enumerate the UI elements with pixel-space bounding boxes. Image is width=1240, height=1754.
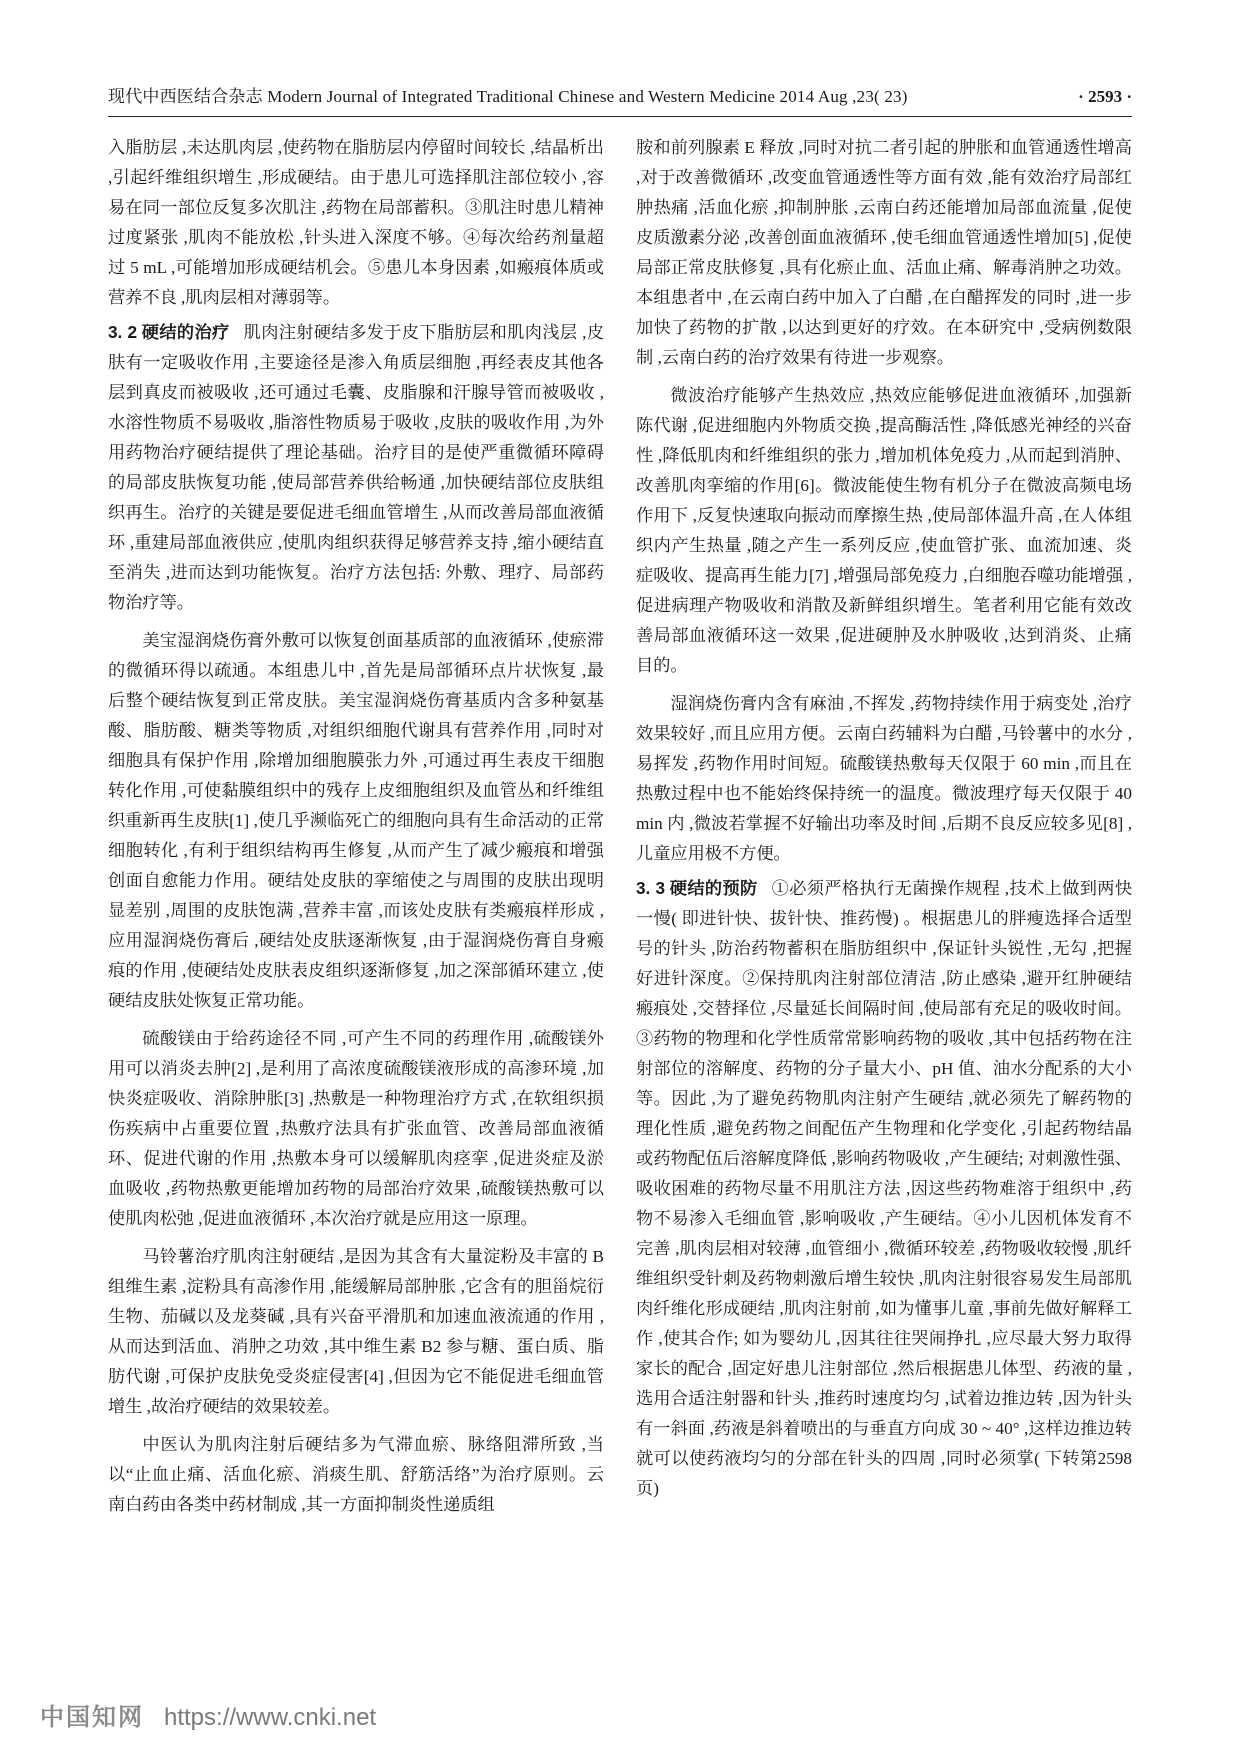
section-number: 3. 2 — [108, 322, 138, 342]
paragraph-text: 马铃薯治疗肌肉注射硬结 ,是因为其含有大量淀粉及丰富的 B 组维生素 ,淀粉具有高渗作用 ,能缓解局部肿胀 ,它含有的胆甾烷衍生物、茄碱以及龙葵碱 ,具有兴奋平滑肌和加速血液流通的作用 ,从而达到活血、消肿之功效 ,其中维生素 B2 参与糖、蛋白质、脂肪代谢 ,可保护皮肤免受炎症侵害[4] ,但因为它不能促进毛细血管增生 ,故治疗硬结的效果较差。 — [108, 1247, 604, 1416]
paragraph-text: 入脂肪层 ,未达肌肉层 ,使药物在脂肪层内停留时间较长 ,结晶析出 ,引起纤维组织增生 ,形成硬结。由于患儿可选择肌注部位较小 ,容易在同一部位反复多次肌注 ,药物在局部蓄积。③肌注时患儿精神过度紧张 ,肌肉不能放松 ,针头进入深度不够。④每次给药剂量超过 5 mL ,可能增加形成硬结机会。⑤患儿本身因素 ,如瘢痕体质或营养不良 ,肌肉层相对薄弱等。 — [108, 138, 604, 307]
left-column — [108, 133, 604, 1520]
paragraph — [108, 317, 604, 618]
running-header — [108, 82, 1132, 117]
paragraph-text: 硫酸镁由于给药途径不同 ,可产生不同的药理作用 ,硫酸镁外用可以消炎去肿[2] ,是利用了高浓度硫酸镁液形成的高渗环境 ,加快炎症吸收、消除肿胀[3] ,热敷是一种物理治疗方式 ,在软组织损伤疾病中占重要位置 ,热敷疗法具有扩张血管、改善局部血液循环、促进代谢的作用 ,热敷本身可以缓解肌肉痉挛 ,促进炎症及淤血吸收 ,药物热敷更能增加药物的局部治疗效果 ,硫酸镁热敷可以使肌肉松弛 ,促进血液循环 ,本次治疗就是应用这一原理。 — [108, 1029, 604, 1228]
paragraph — [108, 626, 604, 1016]
footer-watermark — [40, 1700, 376, 1736]
paragraph — [108, 133, 604, 313]
page-number: · 2593 · — [1078, 87, 1132, 106]
section-number: 3. 3 — [636, 878, 666, 898]
paragraph — [636, 133, 1132, 373]
paragraph — [108, 1024, 604, 1234]
paragraph — [636, 873, 1132, 1504]
paragraph — [108, 1430, 604, 1520]
paragraph-text: 中医认为肌肉注射后硬结多为气滞血瘀、脉络阻滞所致 ,当以“止血止痛、活血化瘀、消痰生肌、舒筋活络”为治疗原则。云南白药由各类中药材制成 ,其一方面抑制炎性递质组 — [108, 1435, 604, 1514]
section-heading: 硬结的治疗 — [141, 323, 230, 342]
paragraph-text: 湿润烧伤膏内含有麻油 ,不挥发 ,药物持续作用于病变处 ,治疗效果较好 ,而且应用方便。云南白药辅料为白醋 ,马铃薯中的水分 ,易挥发 ,药物作用时间短。硫酸镁热敷每天仅限于 60 min ,而且在热敷过程中也不能始终保持统一的温度。微波理疗每天仅限于 40 min 内 ,微波若掌握不好输出功率及时间 ,后期不良反应较多见[8] ,儿童应用极不方便。 — [636, 694, 1132, 863]
source-url: https://www.cnki.net — [164, 1704, 377, 1731]
paragraph-text: 美宝湿润烧伤膏外敷可以恢复创面基质部的血液循环 ,使瘀滞的微循环得以疏通。本组患儿中 ,首先是局部循环点片状恢复 ,最后整个硬结恢复到正常皮肤。美宝湿润烧伤膏基质内含多种氨基酸、脂肪酸、糖类等物质 ,对组织细胞代谢具有营养作用 ,同时对细胞具有保护作用 ,除增加细胞膜张力外 ,可通过再生表皮干细胞转化作用 ,可使黏膜组织中的残存上皮细胞组织及血管丛和纤维组织重新再生皮肤[1] ,使几乎濒临死亡的细胞向具有生命活动的正常细胞转化 ,有利于组织结构再生修复 ,从而产生了减少瘢痕和增强创面自愈能力作用。硬结处皮肤的挛缩使之与周围的皮肤出现明显差别 ,周围的皮肤饱满 ,营养丰富 ,而该处皮肤有类瘢痕样形成 ,应用湿润烧伤膏后 ,硬结处皮肤逐渐恢复 ,由于湿润烧伤膏自身瘢痕的作用 ,使硬结处皮肤表皮组织逐渐修复 ,加之深部循环建立 ,使硬结皮肤处恢复正常功能。 — [108, 631, 604, 1010]
paragraph — [636, 381, 1132, 681]
cnki-logo: 中国知网 — [40, 1704, 144, 1731]
paragraph-text: 肌肉注射硬结多发于皮下脂肪层和肌肉浅层 ,皮肤有一定吸收作用 ,主要途径是渗入角质层细胞 ,再经表皮其他各层到真皮而被吸收 ,还可通过毛囊、皮脂腺和汗腺导管而被吸收 ,水溶性物质不易吸收 ,脂溶性物质易于吸收 ,皮肤的吸收作用 ,为外用药物治疗硬结提供了理论基础。治疗目的是使严重微循环障碍的局部皮肤恢复功能 ,使局部营养供给畅通 ,加快硬结部位皮肤组织再生。治疗的关键是要促进毛细血管增生 ,从而改善局部血液循环 ,重建局部血液供应 ,使肌肉组织获得足够营养支持 ,缩小硬结直至消失 ,进而达到功能恢复。治疗方法包括: 外敷、理疗、局部药物治疗等。 — [108, 323, 605, 612]
right-column — [636, 133, 1132, 1504]
paragraph-text: 胺和前列腺素 E 释放 ,同时对抗二者引起的肿胀和血管通透性增高 ,对于改善微循环 ,改变血管通透性等方面有效 ,能有效治疗局部红肿热痛 ,活血化瘀 ,抑制肿胀 ,云南白药还能增加局部血流量 ,促使皮质激素分泌 ,改善创面血液循环 ,使毛细血管通透性增加[5] ,促使局部正常皮肤修复 ,具有化瘀止血、活血止痛、解毒消肿之功效。本组患者中 ,在云南白药中加入了白醋 ,在白醋挥发的同时 ,进一步加快了药物的扩散 ,以达到更好的疗效。在本研究中 ,受病例数限制 ,云南白药的治疗效果有待进一步观察。 — [636, 138, 1132, 367]
paragraph-text: ①必须严格执行无菌操作规程 ,技术上做到两快一慢( 即进针快、拔针快、推药慢) 。根据患儿的胖瘦选择合适型号的针头 ,防治药物蓄积在脂肪组织中 ,保证针头锐性 ,无勾 ,把握好进针深度。②保持肌肉注射部位清洁 ,防止感染 ,避开红肿硬结瘢痕处 ,交替择位 ,尽量延长间隔时间 ,使局部有充足的吸收时间。③药物的物理和化学性质常常影响药物的吸收 ,其中包括药物在注射部位的溶解度、药物的分子量大小、pH 值、油水分配系的大小等。因此 ,为了避免药物肌肉注射产生硬结 ,就必须先了解药物的理化性质 ,避免药物之间配伍产生物理和化学变化 ,引起药物结晶或药物配伍后溶解度降低 ,影响药物吸收 ,产生硬结; 对刺激性强、吸收困难的药物尽量不用肌注方法 ,因这些药物难溶于组织中 ,药物不易渗入毛细血管 ,影响吸收 ,产生硬结。④小儿因机体发育不完善 ,肌肉层相对较薄 ,血管细小 ,微循环较差 ,药物吸收较慢 ,肌纤维组织受针刺及药物刺激后增生较快 ,肌肉注射很容易发生局部肌肉纤维化形成硬结 ,肌肉注射前 ,如为懂事儿童 ,事前先做好解释工作 ,使其合作; 如为婴幼儿 ,因其往往哭闹挣扎 ,应尽最大努力取得家长的配合 ,固定好患儿注射部位 ,然后根据患儿体型、药液的量 ,选用合适注射器和针头 ,推药时速度均匀 ,试着边推边转 ,因为针头有一斜面 ,药液是斜着喷出的与垂直方向成 30 ~ 40° ,这样边推边转就可以使药液均匀的分部在针头的四周 ,同时必须掌( 下转第2598页) — [636, 879, 1133, 1498]
section-heading: 硬结的预防 — [669, 879, 758, 898]
paragraph — [636, 689, 1132, 869]
paragraph — [108, 1242, 604, 1422]
paragraph-text: 微波治疗能够产生热效应 ,热效应能够促进血液循环 ,加强新陈代谢 ,促进细胞内外物质交换 ,提高酶活性 ,降低感光神经的兴奋性 ,降低肌肉和纤维组织的张力 ,增加机体免疫力 ,从而起到消肿、改善肌肉挛缩的作用[6]。微波能使生物有机分子在微波高频电场作用下 ,反复快速取向振动而摩擦生热 ,使局部体温升高 ,在人体组织内产生热量 ,随之产生一系列反应 ,使血管扩张、血流加速、炎症吸收、提高再生能力[7] ,增强局部免疫力 ,白细胞吞噬功能增强 ,促进病理产物吸收和消散及新鲜组织增生。笔者利用它能有效改善局部血液循环这一效果 ,促进硬肿及水肿吸收 ,达到消炎、止痛目的。 — [636, 386, 1132, 675]
journal-title: 现代中西医结合杂志 Modern Journal of Integrated Traditional Chinese and Western Medicine 2014 Aug ,23( 23) — [108, 87, 908, 106]
